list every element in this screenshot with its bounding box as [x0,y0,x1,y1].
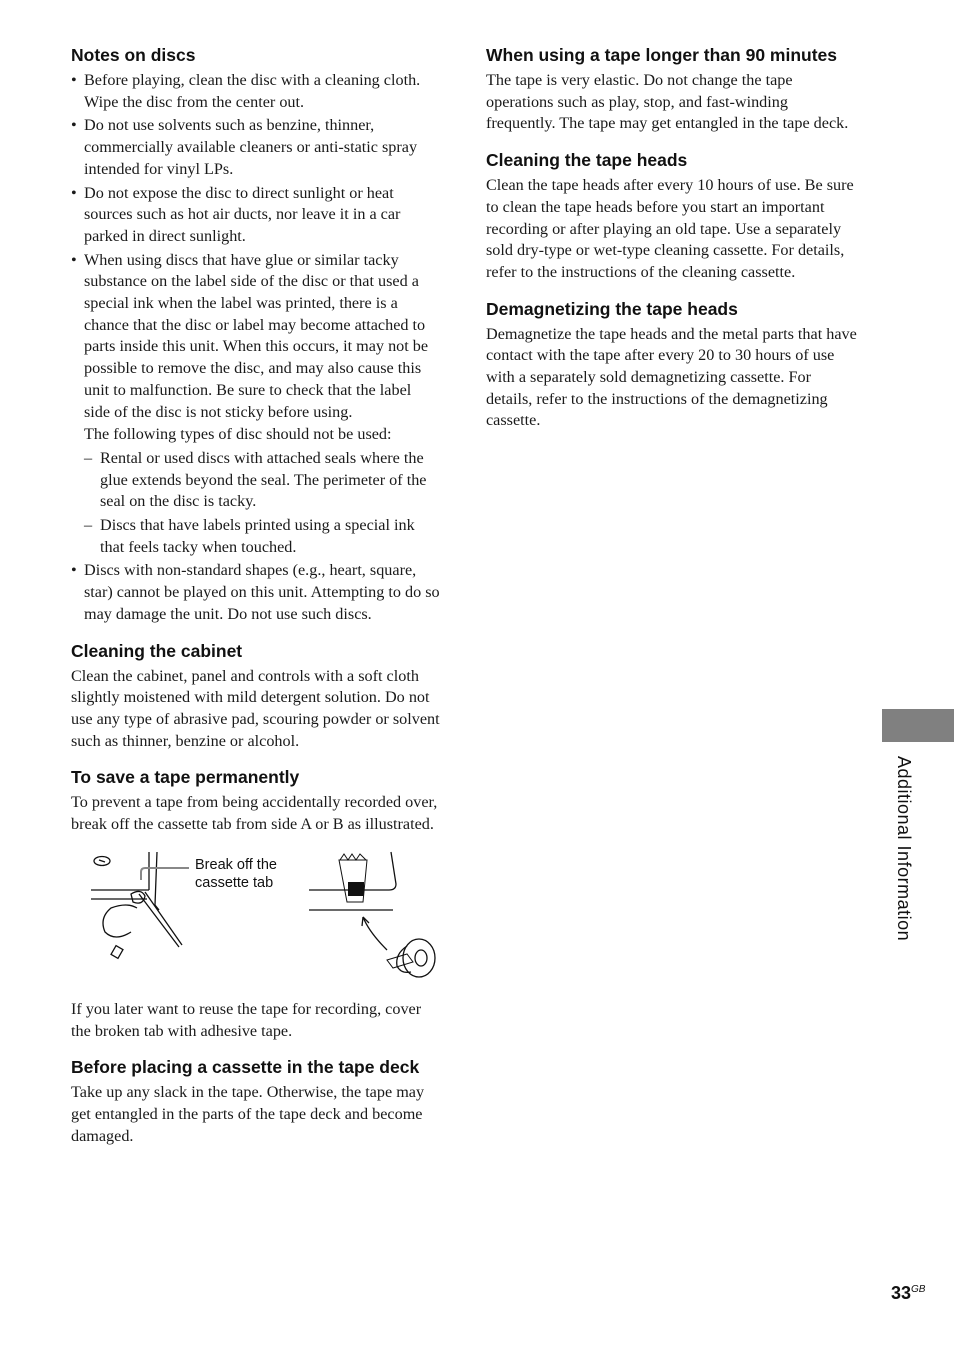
before-placing-body: Take up any slack in the tape. Otherwise, the tape may get entangled in the parts of the tape deck and become damaged. [71,1083,425,1145]
cassette-tab-illustration [71,850,441,985]
notes-on-discs-heading: Notes on discs [71,45,196,65]
list-item: • Before playing, clean the disc with a cleaning cloth. Wipe the disc from the center out. [71,70,441,113]
list-item: • Do not use solvents such as benzine, thinner, commercially available cleaners or anti-static spray intended for vinyl LPs. [71,115,441,180]
cleaning-cabinet-heading: Cleaning the cabinet [71,640,243,661]
long-tape-section [486,44,861,135]
left-column [71,44,441,1161]
figure-callout-label: Break off the cassette tab [195,856,277,891]
notes-on-discs-section [71,44,441,626]
page-number-suffix: GB [911,1284,926,1295]
before-placing-heading: Before placing a cassette in the tape deck [71,1057,420,1078]
page-number: $33^{GB}$ [891,1283,926,1303]
demagnetizing-body: Demagnetize the tape heads and the metal parts that have contact with the tape after every 20 to 30 hours of use with a separately sold demagnetizing cassette. For details, refer to the instructions of the demagnetizing cassette. [486,324,857,430]
cleaning-cabinet-body: Clean the cabinet, panel and controls with a soft cloth slightly moistened with mild detergent solution. Do not use any type of abrasive pad, scouring powder or solvent such as thinner, benzine or alcohol. [71,666,440,750]
notes-on-discs-list [71,70,441,626]
right-column [486,44,861,446]
save-tape-section [71,766,441,1042]
section-tab-marker [882,709,954,742]
arrow-icon [363,917,387,950]
long-tape-heading: When using a tape longer than 90 minutes [486,45,838,65]
before-placing-section [71,1056,441,1147]
cleaning-heads-heading: Cleaning the tape heads [486,150,688,171]
tape-roll-icon [403,939,435,977]
list-item: • Do not expose the disc to direct sunlight or heat sources such as hot air ducts, nor leave it in a car parked in direct sunlight. [71,183,441,248]
cleaning-cabinet-section [71,640,441,753]
disc-types-list [84,448,441,559]
demagnetizing-heading: Demagnetizing the tape heads [486,298,738,319]
screwdriver-icon [139,894,179,947]
cleaning-heads-body: Clean the tape heads after every 10 hours of use. Be sure to clean the tape heads before you start an important recording or after playing an old tape. Use a separately sold dry-type or wet-type cleaning cassette. For details, refer to the instructions of the cleaning cassette. [486,176,854,281]
save-tape-body: To prevent a tape from being accidentally recorded over, break off the cassette tab from side A or B as illustrated. [71,793,438,834]
disc-types-note: The following types of disc should not be used: [84,425,392,444]
dash-item: – Discs that have labels printed using a special ink that feels tacky when touched. [84,515,441,558]
list-item: • When using discs that have glue or similar tacky substance on the label side of the disc or that used a special ink when the label was printed, there is a chance that the disc or label may become attached to parts inside this unit. When this occurs, it may not be possible to remove the disc, and may also cause this unit to malfunction. Be sure to check that the label side of the disc is not sticky before using. The following types of disc should not be used: – Rental or used discs with attached seals where the glue extends beyond the seal. The perimeter of the seal on the disc is tacky. – Discs that have labels printed using a special ink that feels tacky when touched. [71,250,441,559]
reuse-tape-text: If you later want to reuse the tape for recording, cover the broken tab with adhesive tape. [71,999,422,1040]
long-tape-body: The tape is very elastic. Do not change the tape operations such as play, stop, and fast-winding frequently. The tape may get entangled in the tape deck. [486,71,849,133]
save-tape-heading: To save a tape permanently [71,767,300,788]
list-item: • Discs with non-standard shapes (e.g., heart, square, star) cannot be played on this unit. Attempting to do so may damage the unit. Do not use such discs. [71,560,441,625]
cleaning-heads-section [486,149,861,284]
demagnetizing-section [486,298,861,433]
section-tab-label: Additional Information [894,756,914,942]
dash-item: – Rental or used discs with attached seals where the glue extends beyond the seal. The perimeter of the seal on the disc is tacky. [84,448,441,513]
